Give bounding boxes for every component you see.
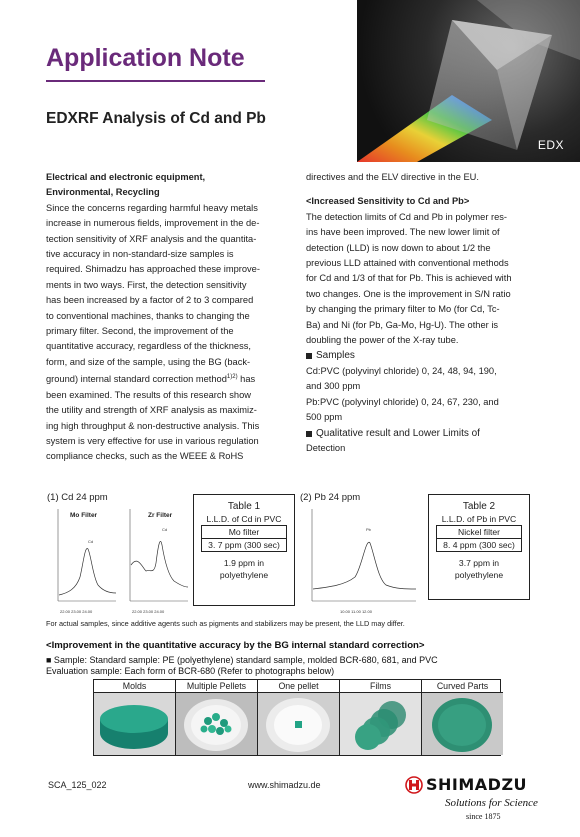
improvement-sample-line: ■ Sample: Standard sample: PE (polyethylene) standard sample, molded BCR-680, 681, and PVC [46,655,438,665]
left-column [46,170,282,465]
logo-since: since 1875 [466,812,501,821]
intro-text-line: ments in two ways. First, the detection sensitivity [46,279,247,290]
intro-text-line: system is very effective for use in various regulation [46,436,259,446]
sensitivity-text-line: doubling the power of the X-ray tube. [306,335,459,346]
intro-paragraph [46,201,282,370]
category-heading-line2: Environmental, Recycling [46,187,160,198]
right-column [306,170,546,456]
sensitivity-text-line: for Cd and 1/3 of that for Pb. This is achieved with [306,273,512,284]
directives-line: directives and the ELV directive in the EU. [306,172,479,182]
hero-label: EDX [537,138,564,152]
intro-text-line: to conventional machines, thanks to changing the [46,310,250,321]
document-code: SCA_125_022 [48,780,107,790]
intro-line-bg-text: ground) internal standard correction method [46,374,227,385]
logo-tagline: Solutions for Science [445,797,538,809]
table1-result-line1: 1.9 ppm in [223,558,265,568]
qualitative-heading-text: Qualitative result and Lower Limits of [316,427,480,439]
zr-filter-label: Zr Filter [148,512,173,519]
intro-text-line: primary filter. Second, the improvement of the [46,326,234,337]
intro-text-line: tection sensitivity of XRF analysis and the quantita- [46,233,257,244]
reference-superscript: 1)2) [226,374,238,381]
sensitivity-text-line: The detection limits of Cd and Pb in polymer res- [306,211,508,222]
sensitivity-paragraph [306,210,546,349]
page-subtitle: EDXRF Analysis of Cd and Pb [46,110,266,127]
svg-text:Cd: Cd [88,539,94,544]
figure-label-pb: (2) Pb 24 ppm [300,492,361,503]
shimadzu-logo-mark-icon [405,776,423,794]
mo-filter-label: Mo Filter [70,512,98,519]
improvement-evaluation-line: Evaluation sample: Each form of BCR-680 (Refer to photographs below) [46,666,335,676]
section-heading-sensitivity: <Increased Sensitivity to Cd and Pb> [306,196,470,207]
photo-label-one-pellet: One pellet [258,680,339,693]
intro-text-line: has been increased by a factor of 2 to 3 compared [46,295,254,306]
photo-cell-curved-parts [422,680,503,755]
intro-text-line: Since the concerns regarding harmful heavy metals [46,202,258,213]
spectrum-cd-mo-filter [48,505,120,613]
website-url[interactable]: www.shimadzu.de [248,780,321,790]
intro-paragraph-continued [46,388,282,465]
intro-text-line: increase in numerous fields, improvement in the de- [46,218,260,229]
photo-cell-molds [94,680,176,755]
table1-filter: Mo filter [201,525,287,539]
samples-heading [306,348,546,363]
hero-prism-image [357,0,580,162]
sensitivity-text-line: previous LLD attained with conventional methods [306,258,509,269]
table1-box [193,494,295,606]
table1-result-line2: polyethylene [219,570,269,580]
intro-text-line: form, and size of the sample, using the BG (back- [46,356,251,367]
intro-line-bg-tail: has [237,374,256,385]
category-heading-line1: Electrical and electronic equipment, [46,172,206,182]
curved-parts-photo [422,693,503,755]
intro-text-line: compliance checks, such as the WEEE & RoHS [46,451,244,462]
multiple-pellets-photo [176,693,257,755]
intro-text-line: ing high throughput & non-destructive analysis. This [46,420,260,431]
table1-subtitle: L.L.D. of Cd in PVC [206,514,282,524]
intro-text-line: required. Shimadzu has approached these improve- [46,264,260,275]
table1-title: Table 1 [227,501,261,512]
table2-title: Table 2 [462,501,496,512]
photo-cell-multiple-pellets [176,680,258,755]
intro-text-line: tive accuracy in non-standard-size samples is [46,249,234,260]
sensitivity-text-line: Ba) and Ni (for Pb, Ga-Mo, Hg-U). The other is [306,319,499,330]
logo-wordmark: SHIMADZU [426,775,528,794]
svg-text:Cd: Cd [162,527,168,532]
films-photo [340,693,421,755]
cd-samples-line1: Cd:PVC (polyvinyl chloride) 0, 24, 48, 94, 190, [306,365,497,376]
sensitivity-text-line: by changing the primary filter to Mo (for Cd, Tc- [306,304,500,315]
sensitivity-text-line: ins have been improved. The new lower limit of [306,227,500,238]
intro-text-line: quantitative accuracy, regardless of the thickness, [46,341,251,352]
table1-lld-value: 3. 7 ppm (300 sec) [201,538,287,552]
spectrum-pb-nickel-filter [300,505,420,613]
table2-box [428,494,530,600]
table2-lld-value: 8. 4 ppm (300 sec) [436,538,522,552]
bullet-square-icon [306,353,312,359]
intro-text-line: been examined. The results of this research show [46,389,251,400]
one-pellet-photo [258,693,339,755]
improvement-heading: <Improvement in the quantitative accuracy by the BG internal standard correction> [46,640,425,651]
pb-samples-line2: 500 ppm [306,412,343,423]
svg-text:22.00 23.00 24.00: 22.00 23.00 24.00 [132,609,165,613]
sensitivity-text-line: two changes. One is the improvement in S/N ratio [306,288,511,299]
photo-label-multiple-pellets: Multiple Pellets [176,680,257,693]
photo-label-curved-parts: Curved Parts [422,680,503,693]
molds-photo [94,693,175,755]
spectrum-cd-zr-filter [120,505,192,613]
samples-heading-text: Samples [316,350,355,362]
cd-samples-line2: and 300 ppm [306,381,361,392]
svg-text:10.00 11.00 12.00: 10.00 11.00 12.00 [340,609,372,613]
table2-subtitle: L.L.D. of Pb in PVC [441,514,517,524]
sample-photo-table [93,679,501,756]
photo-cell-films [340,680,422,755]
lld-note: For actual samples, since additive agents such as pigments and stabilizers may be present, the LLD may differ. [46,619,405,628]
intro-text-line: the utility and strength of XRF analysis as maximiz- [46,405,257,416]
intro-line-bg [46,370,282,388]
qualitative-heading [306,426,546,441]
table2-result-line1: 3.7 ppm in [458,558,500,568]
qualitative-heading-line2: Detection [306,442,346,453]
title-underline [46,80,265,82]
table2-filter: Nickel filter [436,525,522,539]
bullet-square-icon [306,431,312,437]
svg-text:22.00 23.00 24.00: 22.00 23.00 24.00 [60,609,93,613]
pb-samples-line1: Pb:PVC (polyvinyl chloride) 0, 24, 67, 230, and [306,396,499,407]
photo-cell-one-pellet [258,680,340,755]
photo-label-molds: Molds [94,680,175,693]
table2-result-line2: polyethylene [454,570,504,580]
photo-label-films: Films [340,680,421,693]
page-title: Application Note [46,44,245,72]
sensitivity-text-line: detection (LLD) is now down to about 1/2 the [306,242,491,253]
figure-label-cd: (1) Cd 24 ppm [47,492,108,503]
svg-text:Pb: Pb [366,527,371,532]
